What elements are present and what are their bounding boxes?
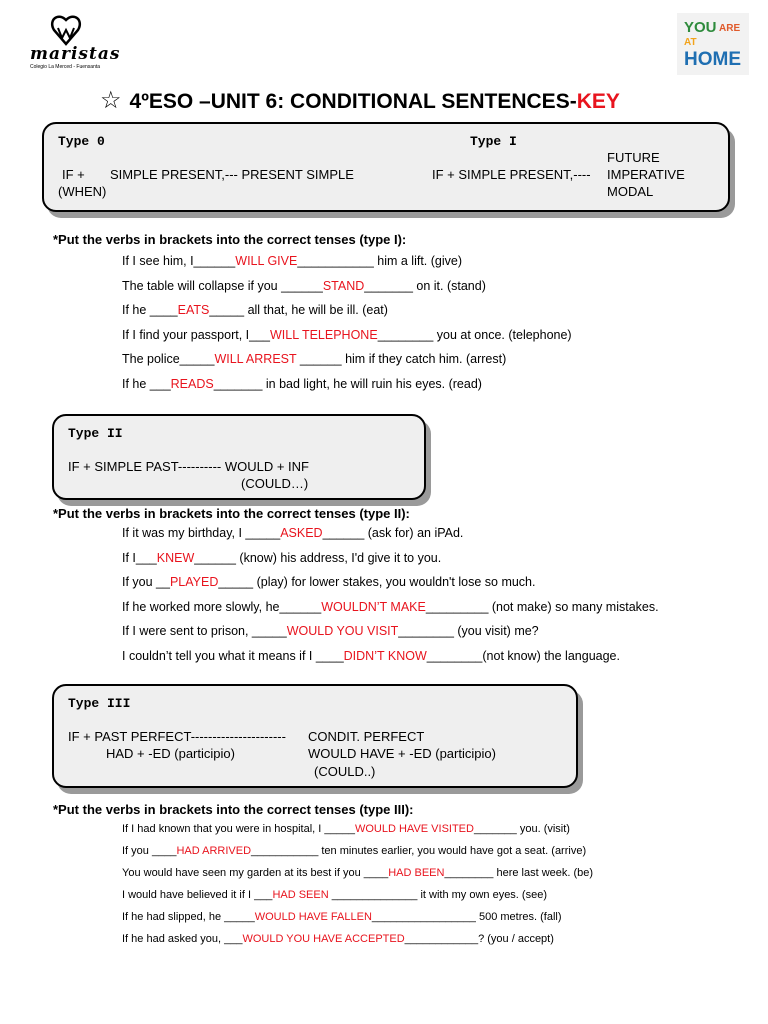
logo-at: AT xyxy=(684,37,697,48)
you-are-at-home-logo xyxy=(677,13,749,75)
exercise-sentence xyxy=(122,526,463,540)
section3-heading: *Put the verbs in brackets into the correct tenses (type III): xyxy=(53,802,414,817)
exercise-sentence xyxy=(122,575,536,589)
sentence-suffix: ________(not know) the language. xyxy=(426,648,620,663)
page-title xyxy=(100,86,620,115)
type3-could: (COULD..) xyxy=(314,764,376,779)
exercise-sentence xyxy=(122,377,482,391)
type1-future: FUTURE xyxy=(607,150,660,165)
exercise-sentence xyxy=(122,823,570,835)
type3-box xyxy=(52,684,578,788)
answer: WILL TELEPHONE xyxy=(270,327,378,342)
sentence-prefix: If I___ xyxy=(122,550,157,565)
sentence-suffix: _______ you. (visit) xyxy=(473,823,570,835)
sentence-suffix: _______ in bad light, he will ruin his eyes. (read) xyxy=(213,376,482,391)
sentence-prefix: If he had slipped, he _____ xyxy=(122,911,255,923)
answer: READS xyxy=(170,376,214,391)
type0-when: (WHEN) xyxy=(58,184,107,199)
answer: KNEW xyxy=(156,550,195,565)
answer: STAND xyxy=(322,278,365,293)
sentence-suffix: _________________ 500 metres. (fall) xyxy=(371,911,562,923)
type1-label: Type I xyxy=(470,134,517,149)
exercise-sentence xyxy=(122,649,620,663)
type3-would-have: WOULD HAVE + -ED (participio) xyxy=(308,746,496,761)
title-key: KEY xyxy=(576,90,620,113)
sentence-suffix: ____________? (you / accept) xyxy=(404,933,554,945)
sentence-suffix: ________ here last week. (be) xyxy=(444,867,594,879)
sentence-prefix: If I see him, I______ xyxy=(122,254,236,268)
type3-had: HAD + -ED (participio) xyxy=(106,746,235,761)
type0-if: IF + xyxy=(62,167,85,182)
section2-heading: *Put the verbs in brackets into the correct tenses (type II): xyxy=(53,506,410,521)
answer: PLAYED xyxy=(169,575,219,589)
answer: WOULD YOU HAVE ACCEPTED xyxy=(242,933,405,945)
sentence-prefix: If I had known that you were in hospital, I _____ xyxy=(122,823,355,835)
sentence-prefix: You would have seen my garden at its best if you ____ xyxy=(122,867,389,879)
type1-rule: IF + SIMPLE PRESENT,---- xyxy=(432,167,591,182)
sentence-suffix: ______________ it with my own eyes. (see) xyxy=(328,889,547,901)
answer: WOULD HAVE FALLEN xyxy=(254,911,372,923)
sentence-suffix: _________ (not make) so many mistakes. xyxy=(425,599,659,614)
sentence-prefix: The police_____ xyxy=(122,352,215,366)
type2-rule: IF + SIMPLE PAST---------- WOULD + INF xyxy=(68,459,309,474)
exercise-sentence xyxy=(122,624,539,638)
exercise-sentence xyxy=(122,889,547,901)
sentence-suffix: ________ (you visit) me? xyxy=(398,624,539,638)
logo-you: YOU xyxy=(684,19,717,36)
type2-label: Type II xyxy=(68,426,123,441)
maristas-logo xyxy=(28,14,121,74)
sentence-suffix: _____ (play) for lower stakes, you wouldn't lose so much. xyxy=(218,575,536,589)
exercise-sentence xyxy=(122,911,562,923)
type1-imperative: IMPERATIVE xyxy=(607,167,685,182)
type0-type1-box xyxy=(42,122,730,212)
type2-could: (COULD…) xyxy=(241,476,309,491)
exercise-sentence xyxy=(122,933,554,945)
section1-heading: *Put the verbs in brackets into the correct tenses (type I): xyxy=(53,232,407,247)
answer: DIDN’T KNOW xyxy=(343,648,427,663)
answer: HAD SEEN xyxy=(272,889,329,901)
answer: HAD BEEN xyxy=(388,867,445,879)
type3-rule-left: IF + PAST PERFECT---------------------- xyxy=(68,729,286,744)
exercise-sentence xyxy=(122,352,506,366)
answer: WILL GIVE xyxy=(235,254,298,268)
maristas-name: maristas xyxy=(30,44,121,64)
sentence-prefix: If he ____ xyxy=(122,303,178,317)
sentence-suffix: ______ him if they catch him. (arrest) xyxy=(296,352,507,366)
exercise-sentence xyxy=(122,303,388,317)
answer: WOULD YOU VISIT xyxy=(286,624,399,638)
maristas-subtitle: Colegio La Merced - Fuensanta xyxy=(30,64,101,70)
sentence-suffix: ___________ ten minutes earlier, you would have got a seat. (arrive) xyxy=(251,845,587,857)
sentence-prefix: If he worked more slowly, he______ xyxy=(122,599,322,614)
sentence-prefix: If it was my birthday, I _____ xyxy=(122,526,281,540)
sentence-prefix: I couldn’t tell you what it means if I ____ xyxy=(122,648,344,663)
type0-rule: SIMPLE PRESENT,--- PRESENT SIMPLE xyxy=(110,167,354,182)
sentence-prefix: I would have believed it if I ___ xyxy=(122,889,273,901)
type0-label: Type 0 xyxy=(58,134,105,149)
exercise-sentence xyxy=(122,328,572,342)
sentence-prefix: If I find your passport, I___ xyxy=(122,327,270,342)
sentence-prefix: The table will collapse if you ______ xyxy=(122,278,323,293)
sentence-prefix: If he ___ xyxy=(122,376,171,391)
star-icon: ☆ xyxy=(100,87,122,114)
answer: ASKED xyxy=(280,526,323,540)
exercise-sentence xyxy=(122,551,441,565)
sentence-suffix: ___________ him a lift. (give) xyxy=(297,254,463,268)
title-text: 4ºESO –UNIT 6: CONDITIONAL SENTENCES- xyxy=(129,90,577,113)
exercise-sentence xyxy=(122,600,659,614)
logo-are: ARE xyxy=(719,23,741,34)
exercise-sentence xyxy=(122,867,593,879)
sentence-prefix: If he had asked you, ___ xyxy=(122,933,243,945)
sentence-suffix: ______ (ask for) an iPAd. xyxy=(322,526,464,540)
sentence-prefix: If you ____ xyxy=(122,845,177,857)
sentence-prefix: If you __ xyxy=(122,575,170,589)
answer: WILL ARREST xyxy=(214,352,297,366)
sentence-suffix: _______ on it. (stand) xyxy=(364,278,486,293)
sentence-suffix: _____ all that, he will be ill. (eat) xyxy=(209,303,388,317)
answer: WOULD HAVE VISITED xyxy=(354,823,474,835)
type3-rule-right: CONDIT. PERFECT xyxy=(308,729,425,744)
exercise-sentence xyxy=(122,845,586,857)
type3-label: Type III xyxy=(68,696,131,711)
logo-home: HOME xyxy=(684,49,741,70)
answer: EATS xyxy=(177,303,210,317)
answer: HAD ARRIVED xyxy=(176,845,252,857)
exercise-sentence xyxy=(122,254,462,268)
sentence-suffix: ________ you at once. (telephone) xyxy=(377,327,572,342)
answer: WOULDN’T MAKE xyxy=(321,599,426,614)
type2-box xyxy=(52,414,426,500)
sentence-suffix: ______ (know) his address, I'd give it to you. xyxy=(194,550,442,565)
exercise-sentence xyxy=(122,279,486,293)
sentence-prefix: If I were sent to prison, _____ xyxy=(122,624,287,638)
type1-modal: MODAL xyxy=(607,184,654,199)
